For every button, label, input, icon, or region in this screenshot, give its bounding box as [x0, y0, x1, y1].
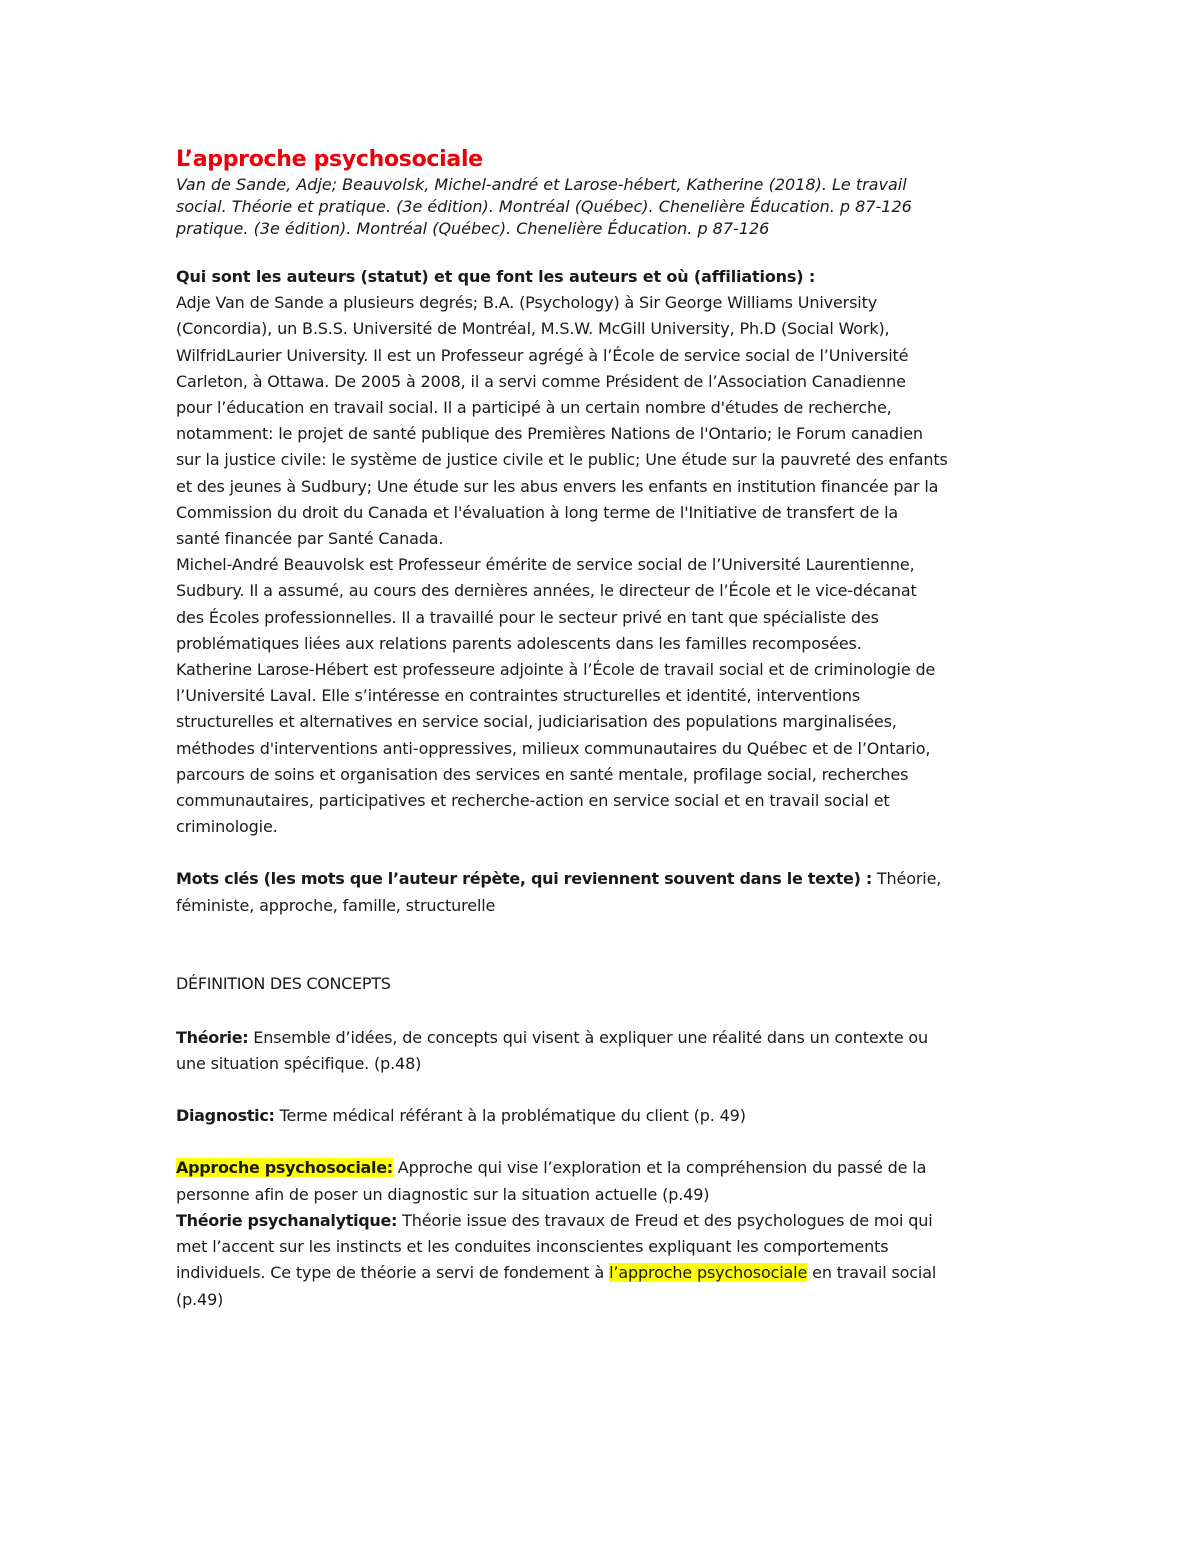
authors-line: méthodes d'interventions anti-oppressives, milieux communautaires du Québec et de l’Ontario, — [176, 738, 931, 758]
authors-line: Adje Van de Sande a plusieurs degrés; B.A. (Psychology) à Sir George Williams University — [176, 293, 878, 313]
definition-line — [176, 1260, 1046, 1286]
definition-psychanalytique — [176, 1208, 1046, 1313]
document-title: L’approche psychosociale — [176, 147, 483, 172]
authors-line: sur la justice civile: le système de justice civile et le public; Une étude sur la pauvreté des enfants — [176, 450, 948, 470]
definition-line: personne afin de poser un diagnostic sur la situation actuelle (p.49) — [176, 1184, 710, 1204]
definition-text: Théorie issue des travaux de Freud et des psychologues de moi qui — [397, 1210, 933, 1230]
authors-line: pour l’éducation en travail social. Il a participé à un certain nombre d'études de recherche, — [176, 398, 892, 418]
authors-line: problématiques liées aux relations parents adolescents dans les familles recomposées. — [176, 633, 862, 653]
highlighted-phrase: l’approche psychosociale — [609, 1263, 808, 1283]
definition-text: Terme médical référant à la problématique du client (p. 49) — [274, 1106, 746, 1126]
authors-line: parcours de soins et organisation des services en santé mentale, profilage social, recherches — [176, 764, 909, 784]
definition-approche — [176, 1155, 1046, 1207]
authors-heading: Qui sont les auteurs (statut) et que font les auteurs et où (affiliations) : — [176, 267, 816, 286]
authors-line: Michel-André Beauvolsk est Professeur émérite de service social de l’Université Laurentienne, — [176, 555, 915, 575]
authors-line: et des jeunes à Sudbury; Une étude sur les abus envers les enfants en institution financée par la — [176, 476, 939, 496]
authors-line: WilfridLaurier University. Il est un Professeur agrégé à l’École de service social de l’Université — [176, 345, 909, 365]
authors-line: Sudbury. Il a assumé, au cours des dernières années, le directeur de l’École et le vice-décanat — [176, 581, 917, 601]
definition-label-highlighted: Approche psychosociale: — [176, 1158, 393, 1178]
keywords-line — [176, 866, 1046, 892]
definition-line — [176, 1103, 1046, 1129]
authors-line: des Écoles professionnelles. Il a travaillé pour le secteur privé en tant que spécialiste des — [176, 607, 879, 627]
citation-line: social. Théorie et pratique. (3e édition). Montréal (Québec). Chenelière Éducation. p 87-126 — [176, 197, 912, 216]
definition-label: Théorie psychanalytique: — [176, 1210, 398, 1230]
authors-section — [176, 264, 1046, 840]
definition-label: Théorie: — [176, 1027, 249, 1047]
citation-line: Van de Sande, Adje; Beauvolsk, Michel-andré et Larose-hébert, Katherine (2018). Le travail — [176, 175, 907, 194]
definition-line — [176, 1155, 1046, 1181]
authors-line: (Concordia), un B.S.S. Université de Montréal, M.S.W. McGill University, Ph.D (Social Work), — [176, 319, 890, 339]
definition-label: Diagnostic: — [176, 1106, 275, 1126]
authors-line: communautaires, participatives et recherche-action en service social et en travail social et — [176, 791, 890, 811]
definition-theorie — [176, 1025, 1046, 1077]
definition-text: en travail social — [807, 1263, 937, 1283]
definition-line: (p.49) — [176, 1289, 224, 1309]
authors-line: Katherine Larose-Hébert est professeure adjointe à l’École de travail social et de criminologie de — [176, 660, 936, 680]
authors-line: criminologie. — [176, 817, 278, 837]
keywords-value-line: féministe, approche, famille, structurelle — [176, 895, 496, 915]
citation — [176, 174, 1046, 240]
definition-line — [176, 1025, 1046, 1051]
authors-line: Carleton, à Ottawa. De 2005 à 2008, il a servi comme Président de l’Association Canadienne — [176, 371, 906, 391]
authors-line: Commission du droit du Canada et l'évaluation à long terme de l'Initiative de transfert de la — [176, 502, 899, 522]
authors-line: l’Université Laval. Elle s’intéresse en contraintes structurelles et identité, interventions — [176, 686, 861, 706]
citation-line: pratique. (3e édition). Montréal (Québec). Chenelière Éducation. p 87-126 — [176, 219, 770, 238]
definition-diagnostic — [176, 1103, 1046, 1129]
keywords-value: Théorie, — [871, 869, 942, 889]
definition-text: Approche qui vise l’exploration et la compréhension du passé de la — [392, 1158, 927, 1178]
definition-line — [176, 1208, 1046, 1234]
definition-line: met l’accent sur les instincts et les conduites inconscientes expliquant les comportements — [176, 1237, 889, 1257]
definitions-heading: DÉFINITION DES CONCEPTS — [176, 973, 391, 993]
definition-line: une situation spécifique. (p.48) — [176, 1054, 422, 1074]
document-body — [176, 146, 1046, 1313]
authors-line: santé financée par Santé Canada. — [176, 529, 444, 549]
keywords-section — [176, 866, 1046, 918]
keywords-label: Mots clés (les mots que l’auteur répète, qui reviennent souvent dans le texte) : — [176, 869, 872, 889]
authors-line: notamment: le projet de santé publique des Premières Nations de l'Ontario; le Forum canadien — [176, 424, 923, 444]
authors-line: structurelles et alternatives en service social, judiciarisation des populations marginalisées, — [176, 712, 897, 732]
definition-text: Ensemble d’idées, de concepts qui visent à expliquer une réalité dans un contexte ou — [248, 1027, 929, 1047]
definition-text: individuels. Ce type de théorie a servi de fondement à — [176, 1263, 610, 1283]
